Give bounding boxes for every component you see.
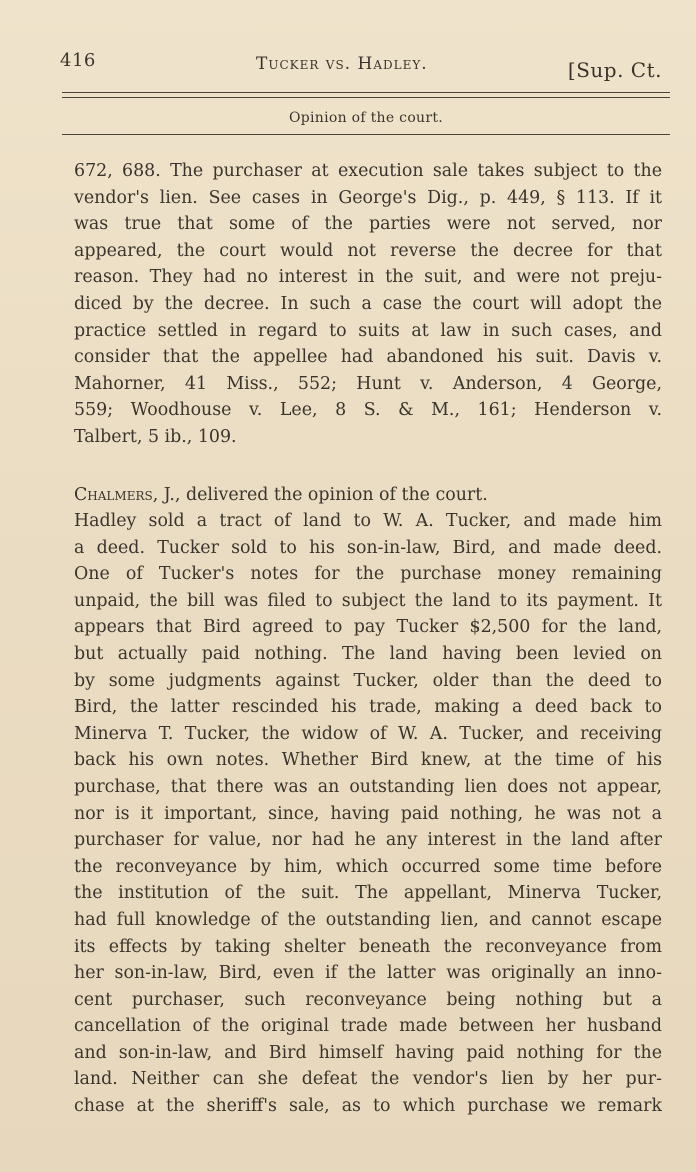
text-line: 559; Woodhouse v. Lee, 8 S. & M., 161; Henderson v. <box>74 400 662 421</box>
text-line: reason. They had no interest in the suit, and were not preju- <box>74 267 662 288</box>
opinion-paragraph <box>74 508 662 1120</box>
text-line: a deed. Tucker sold to his son-in-law, Bird, and made deed. <box>74 537 662 558</box>
text-line: purchaser for value, nor had he any interest in the land after <box>74 830 662 851</box>
text-line: back his own notes. Whether Bird knew, at the time of his <box>74 750 662 771</box>
text-line: by some judgments against Tucker, older than the deed to <box>74 670 662 691</box>
text-line: consider that the appellee had abandoned his suit. Davis v. <box>74 347 662 368</box>
page-number: 416 <box>60 50 96 71</box>
text-line: diced by the decree. In such a case the court will adopt the <box>74 293 662 314</box>
text-line: and son-in-law, and Bird himself having paid nothing for the <box>74 1042 662 1063</box>
text-line: practice settled in regard to suits at law in such cases, and <box>74 320 662 341</box>
text-line: chase at the sheriff's sale, as to which purchase we remark <box>74 1096 662 1117</box>
text-line: its effects by taking shelter beneath the reconveyance from <box>74 936 662 957</box>
running-title: Tucker vs. Hadley. <box>256 54 428 74</box>
section-subheading: Opinion of the court. <box>288 110 444 126</box>
text-line: land. Neither can she defeat the vendor's lien by her pur- <box>74 1069 662 1090</box>
text-line: purchase, that there was an outstanding lien does not appear, <box>74 776 662 797</box>
text-line: the reconveyance by him, which occurred some time before <box>74 856 662 877</box>
text-line: the institution of the suit. The appellant, Minerva Tucker, <box>74 883 662 904</box>
text-line: appears that Bird agreed to pay Tucker $2,500 for the land, <box>74 617 662 638</box>
text-line: nor is it important, since, having paid nothing, he was not a <box>74 803 662 824</box>
court-label: [Sup. Ct. <box>567 58 662 82</box>
text-line: appeared, the court would not reverse the decree for that <box>74 240 662 261</box>
text-line: had full knowledge of the outstanding lien, and cannot escape <box>74 909 662 930</box>
text-line: 672, 688. The purchaser at execution sale takes subject to the <box>74 161 662 181</box>
text-line: One of Tucker's notes for the purchase money remaining <box>74 564 662 585</box>
opinion-intro-text: delivered the opinion of the court. <box>180 485 488 505</box>
subheading-rule <box>62 134 670 135</box>
judge-name: Chalmers, J., <box>74 485 181 505</box>
text-line: Minerva T. Tucker, the widow of W. A. Tucker, and receiving <box>74 723 662 744</box>
text-line: Talbert, 5 ib., 109. <box>74 426 237 447</box>
text-line: Mahorner, 41 Miss., 552; Hunt v. Anderson, 4 George, <box>74 373 662 394</box>
opinion-intro <box>74 482 662 509</box>
header-double-rule <box>62 92 670 98</box>
text-line: Bird, the latter rescinded his trade, making a deed back to <box>74 697 662 718</box>
text-line: was true that some of the parties were not served, nor <box>74 214 662 235</box>
text-line: vendor's lien. See cases in George's Dig., p. 449, § 113. If it <box>74 187 662 208</box>
text-line: her son-in-law, Bird, even if the latter was originally an inno- <box>74 963 662 984</box>
text-line: Hadley sold a tract of land to W. A. Tucker, and made him <box>74 511 662 531</box>
text-line: cent purchaser, such reconveyance being nothing but a <box>74 989 662 1010</box>
text-line: unpaid, the bill was filed to subject the land to its payment. It <box>74 590 662 611</box>
argument-paragraph <box>74 158 662 451</box>
page-header <box>60 46 672 86</box>
text-line: but actually paid nothing. The land having been levied on <box>74 643 662 664</box>
text-line: cancellation of the original trade made between her husband <box>74 1016 662 1037</box>
opinion-intro-line <box>74 482 662 509</box>
